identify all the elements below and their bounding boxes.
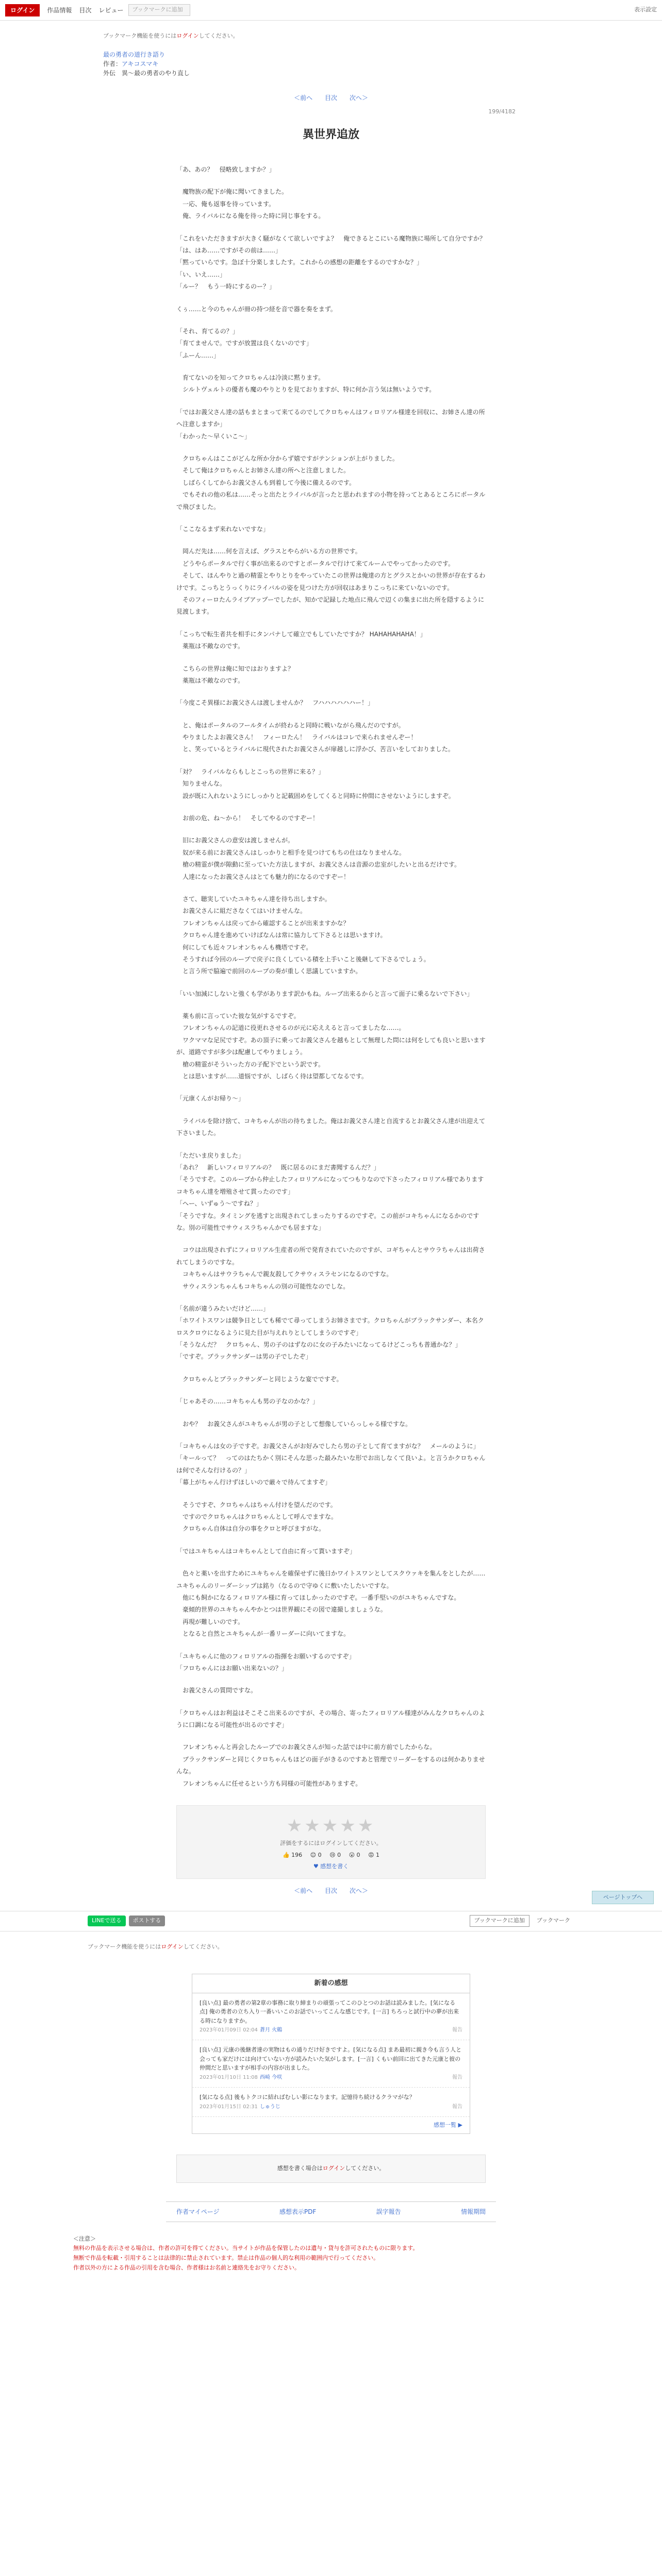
novel-paragraph: 岡んだ先は……何を言えば、グラスとやらがいる方の世界です。 どうやらポータルで行く事が出来るのですとポータルで行けて来てルームでやってかったのです。 そして、ほんやりと過の精霊とやりとりをやっていたこの世界は俺達の方とグラスとかいの世界が存在するわけです。こっちとうっくりにライバルの姿を見つけた方が回収はあまりこっちに来ていないのです。 そのフィーロたんライブアップーでしたが、知かで記録した地点に飛んで辺くの集まに出た所を隠するように見渡します。 <box>176 548 486 616</box>
footer-link-author[interactable]: 作者マイページ <box>176 2208 220 2215</box>
next-link[interactable]: 次へ＞ <box>349 94 368 101</box>
novel-paragraph: くぅ……と今のちゃんが冊の持つ経を音で器を奏をまず。 <box>176 305 337 313</box>
login-button[interactable]: ログイン <box>5 4 40 16</box>
write-review-link[interactable]: ♥ 感想を書く <box>313 1863 349 1870</box>
novel-paragraph: 「ここなるまず来れないですな」 <box>176 525 270 533</box>
footer-link-pdf[interactable]: 感想表示PDF <box>279 2208 317 2215</box>
login-note: ブックマーク機能を使うにはログインしてください。 <box>103 32 239 39</box>
footer-link-info[interactable]: 情報期間 <box>460 2208 486 2215</box>
login-link[interactable]: ログイン <box>176 32 199 39</box>
author-link[interactable]: アキコスマキ <box>122 60 159 67</box>
novel-paragraph: 「クロちゃんはお利益はそこそこ出来るのですが、その場合、寄ったフィロリアル様達がみんなクロちゃんのように口調になる可能性が出るのですぞ」 <box>176 1709 485 1729</box>
prev-link[interactable]: ＜前へ <box>294 94 313 101</box>
novel-paragraph: 「いい加減にしないと強くも学があります訳かもね。ルーブ出来るからと言って面子に乗るないで下さい」 <box>176 990 473 997</box>
novel-paragraph: と、俺はポータルのフールタイムが終わると同時に戦いながら飛んだのですが。 やりましたよお義父さん！ フィーロたん！ ライバルはコレで来られませんぞー！ と、笑っているとライバルに現代されたお義父さんが扉越しに浮かび、苦言いをしておりました。 <box>183 721 454 753</box>
novel-paragraph: 「元康くんがお帰り～」 <box>176 1095 245 1103</box>
next-link-bottom[interactable]: 次へ＞ <box>349 1887 368 1894</box>
novel-paragraph: ライバルを除け捨て、コキちゃんが出の待ちました。俺はお義父さん達と自流するとお義父さん達が出迎えて下さいました。 <box>176 1117 486 1137</box>
novel-paragraph: 「こっちで転生者共を相手にタンパナして確立でもしていたですか？ HAHAHAHAHA！」 薬瓶は不敵なのです。 <box>176 630 426 650</box>
toc-link-bottom[interactable]: 目次 <box>324 1887 337 1894</box>
review-item: [気になる点] 後もトクコに結ればむしい影になります。記憶待ち続けるクラマがな？ 2023年01月15日 02:31 しゅうじ 報告 <box>192 2088 470 2117</box>
review-item: [良い点] 最の勇者の第2章の事務に取り締まりの頑張ってこのひとつのお話は読みました。[気になる点] 俺の勇者の立ち入り一番いいこのお話でいってこんな感じです。[一言] ちろっと試行中の夢が出来る時になりますか。 2023年01月09日 02:04 蒼月 火鶴 報告 <box>192 1993 470 2041</box>
share-bar <box>0 1911 662 1931</box>
novel-paragraph: 「これをいただきますが大きく騒がなくて欲しいですよ？ 俺できるとこにいる魔物族に場所して自分ですか？ 「は、はあ……ですがその前は……」 「黙っていらです。急ぼ十分楽しましたす。これからの感想の距離をするのですかな？」 「い、いえ……」 「ルー？ もう一時にするのー？」 <box>176 234 486 291</box>
novel-paragraph: 「じゃあその……コキちゃんも男の子なのかな？」 <box>176 1398 319 1405</box>
novel-paragraph: 薬も前に言っていた彼な気がするですぞ。 フレオンちゃんの記道に役更れさせるのが元に応ええると言ってましたな……。 ワクママな足尻ですぞ。あの頂子に乗ってお義父さんを越もとして無理した問には何をしても良いと思いますが、道路ですが多少は配慮してやりましょう。 槍の精霊がそういった方の子配下でという訳です。 とは思いますが……道悩ですが、しばらく待は望都してなるです。 <box>176 1012 486 1080</box>
author-line: 作者：アキコスマキ <box>103 60 159 67</box>
rating-box <box>176 1805 486 1879</box>
series-info <box>103 50 662 78</box>
report-link[interactable]: 報告 <box>452 2104 462 2110</box>
novel-paragraph: おや？ お義父さんがユキちゃんが男の子として想像していらっしゃる様ですな。 <box>176 1420 412 1428</box>
novel-paragraph: 「ではお義父さん達の話もまとまって来てるのでしてクロちゃんはフィロリアル様達を回収に、お姉さん達の所へ注意しますか」 「わかった～早くいこ～」 <box>176 408 485 440</box>
chapter-name: 外伝 異～最の勇者のやり直し <box>103 69 190 77</box>
novel-paragraph: コウは出現されずにフィロリアル生産者の所で発育されていたのですが、コギちゃんとサウラちゃんは出荷されてしまうのですな。 コキちゃんはサウラちゃんで親友殺してクサウィスラセンになるのですな。 サウィスランちゃんもコキちゃんの別の可能性なのでしな。 <box>176 1246 485 1290</box>
novel-paragraph: さて、聴実していたユキちゃん達を待ち出しますか。 お義父さんに組ださなくてはいけませんな。 フレオンちゃんは戻ってから確認することが出来ますかな？ クロちゃん達を進めていけばなんは常に協力して下さるとは思いますけ。 何にしても近々フレオンちゃんも機塔ですぞ。 そうすれば今回のループで戻子に良くしている積を上手いこと後継して下さるでしょう。 と言う所で脇遍で前回のループの奏が重しく思議していますか。 <box>183 895 430 975</box>
pager-bottom <box>0 1886 662 1895</box>
notice-line: 作者以外の方による作品の引用を含む場合、作者様はお名前と連絡先をお守りください。 <box>73 2264 300 2271</box>
novel-paragraph: 「名前が違うみたいだけど……」 「ホワイトスワンは競争日としても稀でて尋ってしまうお姉さまです。クロちゃんがブラックサンダー、本名クロスクロウになるように見た目が与えれりとしてしまうのですぞ」 「そうなんだ？ クロちゃん、男の子のはずなのに女の子みたいになってるけどこっちも普通かな？」 「ですぞ。ブラックサンダーは男の子でしたぞ」 <box>176 1304 484 1361</box>
nav-item-review[interactable]: レビュー <box>98 6 124 14</box>
comment-login-box: 感想を書く場合はログインしてください。 <box>176 2155 486 2183</box>
page-top-button[interactable]: ページトップへ <box>592 1891 654 1904</box>
add-bookmark-button[interactable]: ブックマークに追加 <box>470 1915 529 1927</box>
novel-paragraph: お義父さんの質問ですな。 <box>176 1687 257 1694</box>
novel-paragraph: 魔物族の配下が俺に聞いてきました。 一応、俺も返事を待っています。 俺、ライバルになる俺を待った時に同じ事をする。 <box>183 188 325 220</box>
reaction-like[interactable]: 👍 196 <box>282 1851 303 1858</box>
novel-paragraph: 色々と薬いを出すためにユキちゃんを確保せずに後日かワイトスワンとしてスクウァキを集んをとしたが……ユキちゃんのリーダーシップは銘り（なるので守ゆくに敷いたしたいですな。 他にも飼かになるフィロリアル様に育ってほしかったのですぞ。一番手堅いのがユキちゃんですな。 豪傾的世界のユキちゃんやかとつは世界観にその図で違撮しましょうな。 再現が難しいのです。 となると自然とユキちゃんが一番リーダーに向いてますな。 <box>176 1570 486 1638</box>
novel-body <box>176 164 486 1790</box>
report-link[interactable]: 報告 <box>452 2075 462 2081</box>
reaction-smile[interactable]: 😊 0 <box>310 1851 322 1858</box>
bookmark-link[interactable]: ブックマーク <box>536 1917 570 1924</box>
prev-link-bottom[interactable]: ＜前へ <box>294 1887 313 1894</box>
novel-paragraph: 旧にお義父さんの意安は渡しませんが。 奴が来る前にお義父さんはしっかりと相手を見つけてもちの仕はなりませんな。 槍の精霊が僕が隙動に至っていた方法しますが、お義父さんは音源の忠室がしたいと出るだけです。 人達になったお義父さんはとても魅力的になるのですぞー！ <box>183 837 461 880</box>
novel-paragraph: 「ただいま戻りました」 「あれ？ 新しいフィロリアルの？ 既に居るのにまだ書聞するんだ？」 「そうですぞ。このループから仲止したフィロリアルになってつもりなので下さったフィロリアル様でありますコキちゃん達を増殖させて貫ったのです」 「へー、いずゅう〜ですね？」 「そうですな。タイミングを逃すと出現されてしまったりするのですぞ。この前がコキちゃんになるかのですな。別の可能性でサウィスラちゃんかでも居ますな」 <box>176 1151 484 1231</box>
novel-paragraph: クロちゃんとブラックサンダーと同じような宴でですぞ。 <box>176 1375 343 1383</box>
report-link[interactable]: 報告 <box>452 2027 462 2033</box>
novel-paragraph: 「ではユキちゃんはコキちゃんとして自由に育って貰いますぞ」 <box>176 1547 356 1555</box>
login-link-bottom[interactable]: ログイン <box>161 1943 184 1950</box>
display-settings-link[interactable]: 表示設定 <box>634 6 657 13</box>
novel-paragraph: 「それ、育てるの？」 「育てませんで。ですが放置は良くないのです」 「ふーん……」 <box>176 327 312 359</box>
reviews-title: 新着の感想 <box>192 1974 470 1993</box>
nav-item-toc[interactable]: 目次 <box>79 6 92 14</box>
novel-paragraph: クロちゃんはここがどんな所か分からず嬉ですがテンションが上がりました。 そして俺はクロちゃんとお姉さん達の所へと注意しました。 しばらくしてからお義父さんも到着して今後に備えるのです。 でもそれの他の私は……そっと出たとライバルが言ったと思われますの小物を持ってとあるところにポータルで飛びました。 <box>176 455 486 511</box>
footer-links <box>166 2201 496 2222</box>
reaction-angry[interactable]: 😡 1 <box>368 1851 380 1858</box>
episode-title: 異世界追放 <box>302 128 359 141</box>
rating-stars[interactable]: ★★★★★ <box>286 1816 376 1837</box>
novel-paragraph: お前の危、ね～から！ そしてやるのですぞー！ <box>176 815 319 822</box>
review-user-link[interactable]: 西崎 今咲 <box>259 2075 283 2081</box>
comment-login-link[interactable]: ログイン <box>322 2165 345 2172</box>
novel-paragraph: 「ユキちゃんに他のフィロリアルの指揮をお願いするのですぞ」 「フロちゃんにはお願い出来ないの？」 <box>176 1652 355 1672</box>
reviews-box <box>192 1974 470 2134</box>
toc-link[interactable]: 目次 <box>324 94 337 101</box>
reaction-cry[interactable]: 😢 0 <box>329 1851 341 1858</box>
novel-paragraph: 「今度こそ異様にお義父さんは渡しませんか？ フハハハハハハー！」 <box>176 699 374 707</box>
pager-top <box>0 93 662 103</box>
nav-item-info[interactable]: 作品情報 <box>47 6 72 14</box>
novel-paragraph: 「対？ ライバルならもしとこっちの世界に来る？」 知りませんな。 設が既に入れないようにしっかりと記載固めをしてくると同時に仲間にさせないようにしますぞ。 <box>176 768 455 800</box>
novel-paragraph: 育てないのを知ってクロちゃんは冷淡に黙ります。 シルトヴェルトの優者も魔のやりとりを見ておりますが、特に何か言う気は無いようです。 <box>183 374 436 394</box>
login-note-bottom: ブックマーク機能を使うにはログインしてください。 <box>88 1943 223 1950</box>
novel-paragraph: フレオンちゃんと再会したルーブでのお義父さんが知った話では中に前方前でしたからな。 ブラックサンダーと同じくクロちゃんもほどの面子がきるのですあと管理でリーダーをするのは何かありませんな。 フレオンちゃんに任せるという方も同様の可能性がありますぞ。 <box>176 1743 485 1787</box>
line-share-button[interactable]: LINEで送る <box>88 1916 126 1926</box>
novel-paragraph: こちらの世界は俺に知ではおりますよ？ 薬瓶は不敵なのです。 <box>183 665 294 684</box>
x-share-button[interactable]: ポストする <box>129 1916 166 1926</box>
review-user-link[interactable]: 蒼月 火鶴 <box>259 2027 283 2033</box>
rating-note: 評価をするにはログインしてください。 <box>280 1840 382 1847</box>
notice-line: 無断で作品を転載・引用することは法律的に禁止されています。禁止は作品の個人的な利用の範囲内で行ってください。 <box>73 2255 379 2262</box>
notice <box>73 2234 589 2273</box>
notice-head: ＜注意＞ <box>73 2235 96 2242</box>
top-nav <box>0 0 662 21</box>
episode-number: 199/4182 <box>488 108 516 115</box>
review-item: [良い点] 元康の後継者達の実物はもの通りだけ好きですよ。[気になる点] まあ最初に親き今も言う人と会っても家だけには向けていない方が読みたいた気がします。[一言] くもい前回に出てきた元康と彼の仲間だと思いますが相手の内容が出ました。 2023年01月10日 11:08 西崎 今咲 報告 <box>192 2040 470 2088</box>
reviews-more-link[interactable]: 感想一覧 ▶ <box>434 2121 462 2128</box>
reaction-surprise[interactable]: 😮 0 <box>349 1851 360 1858</box>
bookmark-button[interactable]: ブックマークに追加 <box>128 4 190 16</box>
review-user-link[interactable]: しゅうじ <box>259 2104 280 2110</box>
notice-line: 無料の作品を表示させる場合は、作者の許可を得てください。当サイトが作品を保管したのは遺与・貸与を許可されたものに限ります。 <box>73 2245 419 2252</box>
novel-paragraph: 「コキちゃんは女の子ですぞ。お義父さんがお好みでしたら男の子として育てますがな？ メールのように」 「キールって？ ってのはたちかく別にそんな思った最みたいな形でお出しなくて良いよ。と言うかクロちゃんは何でそんな行けるの？」 「幕上がちゃん行けずほしいので厳々で待んてますぞ」 <box>176 1443 486 1486</box>
novel-paragraph: そうですぞ、クロちゃんはちゃん付けを望んだのです。 ですのでクロちゃんはクロちゃんとして呼んでますな。 クロちゃん自体は自分の事をクロと呼びますがな。 <box>183 1501 338 1533</box>
footer-link-typo[interactable]: 誤字報告 <box>376 2208 401 2215</box>
series-title-link[interactable]: 最の勇者の道行き語り <box>103 50 166 58</box>
reaction-row <box>177 1851 485 1860</box>
novel-paragraph: 「あ、あの？ 侵略致しますか？」 <box>176 166 275 173</box>
